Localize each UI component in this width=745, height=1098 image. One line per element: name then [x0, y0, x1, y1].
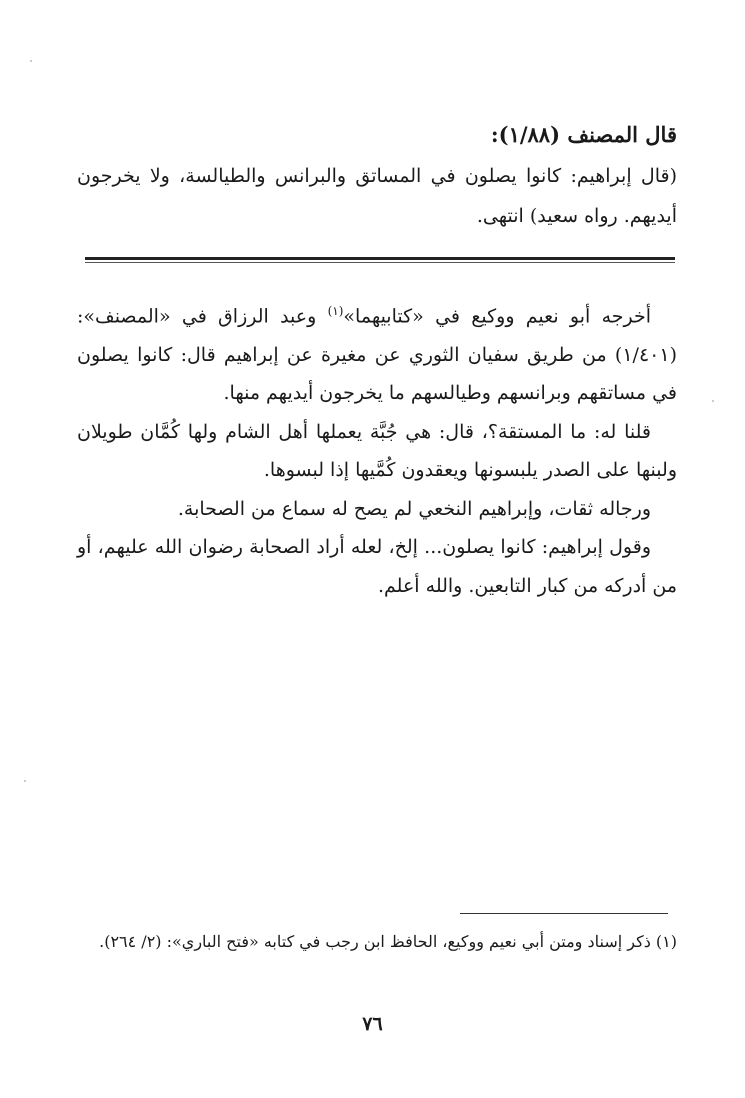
- commentary-body: [77, 292, 677, 605]
- scan-speck: [30, 60, 32, 62]
- scan-speck: [24, 780, 26, 782]
- paragraph-1: [77, 292, 677, 413]
- paragraph-3: ورجاله ثقات، وإبراهيم النخعي لم يصح له سماع من الصحابة.: [177, 497, 651, 520]
- paragraph-2: قلنا له: ما المستقة؟، قال: هي جُبَّة يعملها أهل الشام ولها كُمَّان طويلان ولبنها على الصدر يلبسونها ويعقدون كُمَّيها إذا لبسوها.: [77, 420, 677, 482]
- scan-speck: [712, 400, 714, 402]
- section-heading: قال المصنف (١/٨٨):: [490, 122, 677, 147]
- paragraph-1-rest: وعبد الرزاق في «المصنف»: (١/٤٠١) من طريق سفيان الثوري عن مغيرة عن إبراهيم قال: كانوا يصلون في مساتقهم وبرانسهم وطيالسهم ما يخرجون أيديهم منها.: [77, 305, 677, 405]
- section-divider-thin: [85, 262, 675, 263]
- page-number: ٧٦: [362, 1013, 383, 1035]
- section-divider-thick: [85, 257, 675, 260]
- footnote-reference-marker[interactable]: (١): [327, 304, 344, 318]
- footnote-divider: [460, 913, 668, 914]
- paragraph-1-start: أخرجه أبو نعيم ووكيع في «كتابيهما»: [343, 305, 652, 328]
- footnote: (١) ذكر إسناد ومتن أبي نعيم ووكيع، الحافظ ابن رجب في كتابه «فتح الباري»: (٢/ ٢٦٤).: [99, 932, 677, 951]
- paragraph-4: وقول إبراهيم: كانوا يصلون... إلخ، لعله أراد الصحابة رضوان الله عليهم، أو من أدركه من كبار التابعين. والله أعلم.: [77, 536, 677, 597]
- quoted-text: (قال إبراهيم: كانوا يصلون في المساتق والبرانس والطيالسة، ولا يخرجون أيديهم. رواه سعيد) انتهى.: [77, 165, 677, 227]
